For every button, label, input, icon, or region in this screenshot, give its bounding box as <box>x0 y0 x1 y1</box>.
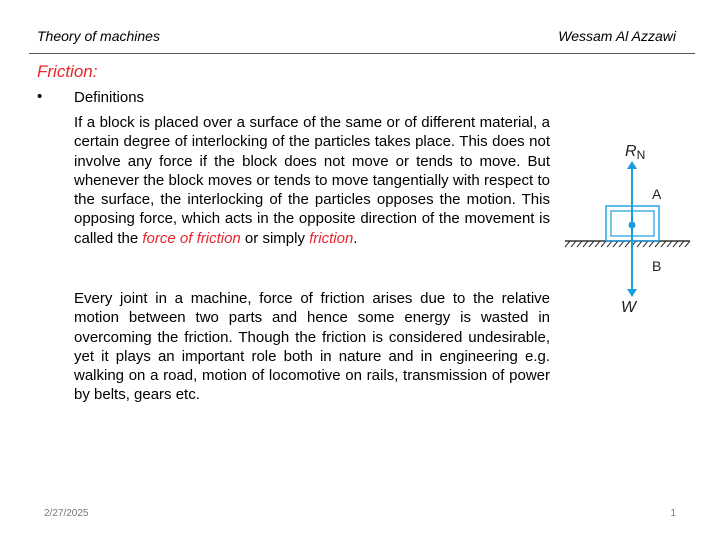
bullet-label: Definitions <box>74 89 145 106</box>
header-title: Theory of machines <box>37 28 160 44</box>
header-divider <box>29 53 695 54</box>
label-w: W <box>621 299 637 315</box>
friction-block-diagram <box>560 135 695 315</box>
label-rn <box>625 143 645 162</box>
paragraph1-text-middle: or simply <box>240 229 310 247</box>
paragraph-friction-in-machines: Every joint in a machine, force of friction arises due to the relative motion between two parts and hence some energy is wasted in overcoming the friction. Though the friction is considered undesirable, yet it plays an important role both in nature and in engineering e.g. walking on a road, motion of locomotive on rails, transmission of power by belts, gears etc. <box>74 290 550 404</box>
label-a: A <box>652 186 662 202</box>
term-force-of-friction: force of friction <box>142 229 241 247</box>
label-b: B <box>652 258 662 274</box>
label-rn-subscript: N <box>636 148 646 162</box>
paragraph1-text-before: If a block is placed over a surface of the same or of different material, a certain degree of interlocking of the particles takes place. This does not involve any force if the block does not move or tends to move. But whenever the block moves or tends to move tangentially with respect to the surface, the interlocking of the particles opposes the motion. This opposing force, which acts in the opposite direction of the movement is called the <box>74 114 550 247</box>
label-rn-main: R <box>625 143 637 160</box>
section-title: Friction: <box>37 62 98 81</box>
term-friction: friction <box>309 229 354 247</box>
paragraph1-text-after: . <box>353 229 358 247</box>
footer-page-number: 1 <box>670 508 676 519</box>
ground-hatching <box>565 241 690 247</box>
header-author: Wessam Al Azzawi <box>558 28 676 44</box>
footer-date: 2/27/2025 <box>44 508 89 519</box>
bullet-icon: • <box>37 88 43 105</box>
paragraph-friction-definition <box>74 113 550 248</box>
block-center-point <box>629 222 636 229</box>
